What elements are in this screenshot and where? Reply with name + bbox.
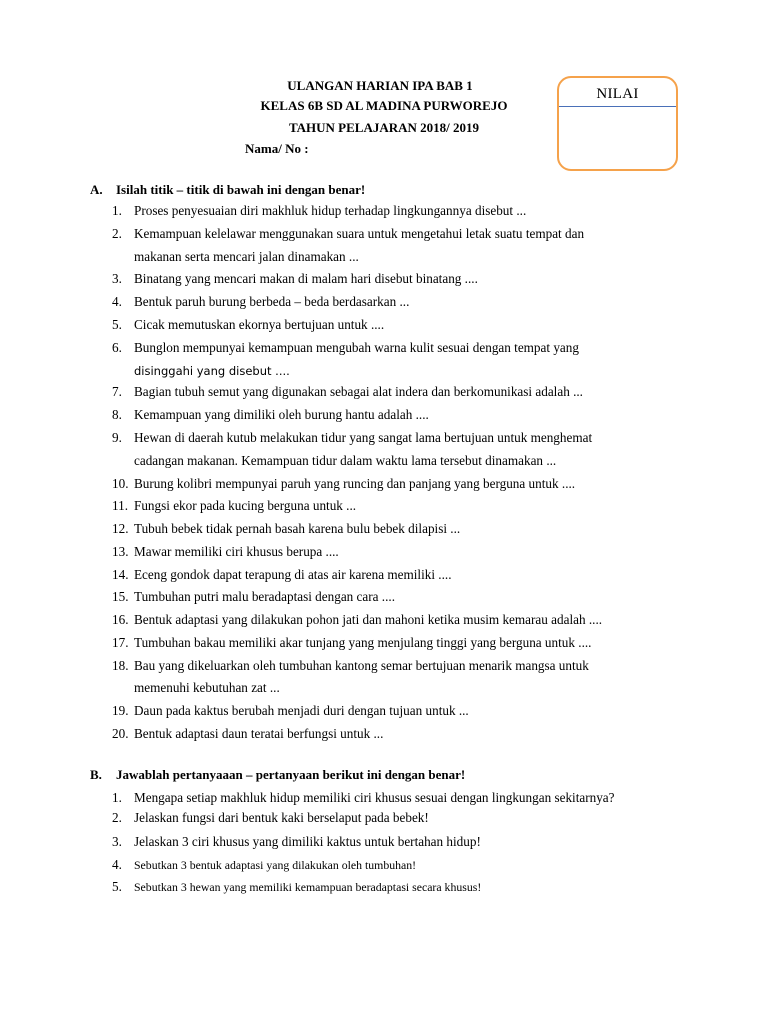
question-a-20 (112, 726, 383, 742)
question-number: 8. (112, 407, 122, 422)
question-a-6-continuation: disinggahi yang disebut .... (134, 364, 290, 378)
question-b-4 (112, 857, 416, 873)
question-a-13 (112, 544, 339, 560)
score-label: NILAI (596, 86, 639, 102)
question-a-2-continuation: makanan serta mencari jalan dinamakan ... (134, 249, 359, 264)
question-text: Mengapa setiap makhluk hidup memiliki ciri khusus sesuai dengan lingkungan sekitarnya? (134, 790, 615, 805)
question-text: Sebutkan 3 hewan yang memiliki kemampuan beradaptasi secara khusus! (134, 880, 482, 894)
section-b-heading (90, 767, 465, 783)
score-divider (559, 106, 676, 107)
question-a-14 (112, 567, 452, 583)
question-text: Jelaskan fungsi dari bentuk kaki berselaput pada bebek! (134, 810, 429, 825)
question-number: 12. (112, 521, 129, 536)
question-a-19 (112, 703, 469, 719)
question-number: 11. (112, 498, 128, 513)
question-text: Bagian tubuh semut yang digunakan sebagai alat indera dan berkomunikasi adalah ... (134, 384, 583, 399)
class-title: KELAS 6B SD AL MADINA PURWOREJO (260, 98, 508, 113)
question-text: Bentuk adaptasi daun teratai berfungsi untuk ... (134, 726, 384, 741)
question-text: Bunglon mempunyai kemampuan mengubah warna kulit sesuai dengan tempat yang (134, 340, 579, 355)
question-number: 9. (112, 430, 122, 445)
question-number: 17. (112, 635, 129, 650)
question-number: 4. (112, 294, 122, 309)
question-number: 3. (112, 834, 122, 849)
question-number: 1. (112, 203, 122, 218)
question-number: 20. (112, 726, 129, 741)
section-a-heading (90, 182, 365, 198)
exam-title: ULANGAN HARIAN IPA BAB 1 (287, 78, 473, 93)
question-text: Mawar memiliki ciri khusus berupa .... (134, 544, 339, 559)
question-number: 15. (112, 589, 129, 604)
question-number: 5. (112, 879, 122, 894)
question-a-11 (112, 498, 356, 514)
question-number: 3. (112, 271, 122, 286)
question-a-16 (112, 612, 602, 628)
question-number: 10. (112, 476, 129, 491)
question-number: 7. (112, 384, 122, 399)
section-b-letter: B. (90, 767, 102, 782)
question-a-5 (112, 317, 384, 333)
question-text: Bau yang dikeluarkan oleh tumbuhan kantong semar bertujuan menarik mangsa untuk (134, 658, 589, 673)
question-a-17 (112, 635, 591, 651)
question-text: Hewan di daerah kutub melakukan tidur yang sangat lama bertujuan untuk menghemat (134, 430, 593, 445)
question-b-5 (112, 879, 481, 895)
question-text: Tumbuhan putri malu beradaptasi dengan cara .... (134, 589, 395, 604)
question-number: 2. (112, 226, 122, 241)
question-text: Bentuk adaptasi yang dilakukan pohon jati dan mahoni ketika musim kemarau adalah .... (134, 612, 603, 627)
question-number: 4. (112, 857, 122, 872)
question-a-3 (112, 271, 478, 287)
question-a-2 (112, 226, 584, 242)
question-text: Burung kolibri mempunyai paruh yang runcing dan panjang yang berguna untuk .... (134, 476, 576, 491)
section-a-letter: A. (90, 182, 103, 197)
question-a-12 (112, 521, 460, 537)
question-number: 6. (112, 340, 122, 355)
school-year: TAHUN PELAJARAN 2018/ 2019 (288, 120, 480, 135)
question-text: Kemampuan kelelawar menggunakan suara untuk mengetahui letak suatu tempat dan (134, 226, 585, 241)
question-text: Jelaskan 3 ciri khusus yang dimiliki kaktus untuk bertahan hidup! (134, 834, 481, 849)
question-number: 1. (112, 790, 122, 805)
section-b-title: Jawablah pertanyaaan – pertanyaan berikut ini dengan benar! (116, 767, 466, 782)
question-a-18-continuation: memenuhi kebutuhan zat ... (134, 680, 280, 695)
question-a-4 (112, 294, 409, 310)
question-a-15 (112, 589, 395, 605)
question-text: Tubuh bebek tidak pernah basah karena bulu bebek dilapisi ... (134, 521, 461, 536)
question-a-9-continuation: cadangan makanan. Kemampuan tidur dalam waktu lama tersebut dinamakan ... (134, 453, 557, 468)
question-b-1 (112, 790, 615, 806)
question-number: 13. (112, 544, 129, 559)
question-b-2 (112, 810, 429, 826)
question-a-9 (112, 430, 592, 446)
question-text: Fungsi ekor pada kucing berguna untuk ... (134, 498, 357, 513)
question-text: Daun pada kaktus berubah menjadi duri dengan tujuan untuk ... (134, 703, 469, 718)
question-text: Tumbuhan bakau memiliki akar tunjang yang menjulang tinggi yang berguna untuk .... (134, 635, 592, 650)
question-number: 14. (112, 567, 129, 582)
question-text: Eceng gondok dapat terapung di atas air karena memiliki .... (134, 567, 452, 582)
question-text: Sebutkan 3 bentuk adaptasi yang dilakukan oleh tumbuhan! (134, 858, 417, 872)
question-a-10 (112, 476, 575, 492)
question-number: 5. (112, 317, 122, 332)
question-text: Binatang yang mencari makan di malam hari disebut binatang .... (134, 271, 478, 286)
question-text: Cicak memutuskan ekornya bertujuan untuk .... (134, 317, 385, 332)
question-number: 2. (112, 810, 122, 825)
question-number: 16. (112, 612, 129, 627)
question-a-1 (112, 203, 526, 219)
name-number-label: Nama/ No : (245, 141, 309, 156)
question-b-3 (112, 834, 481, 850)
question-text: Kemampuan yang dimiliki oleh burung hantu adalah .... (134, 407, 429, 422)
question-text: Proses penyesuaian diri makhluk hidup terhadap lingkungannya disebut ... (134, 203, 527, 218)
question-number: 18. (112, 658, 129, 673)
question-a-7 (112, 384, 583, 400)
question-a-18 (112, 658, 589, 674)
question-text: Bentuk paruh burung berbeda – beda berdasarkan ... (134, 294, 410, 309)
score-box (557, 76, 678, 171)
question-a-8 (112, 407, 429, 423)
question-number: 19. (112, 703, 129, 718)
question-a-6 (112, 340, 579, 356)
section-a-title: Isilah titik – titik di bawah ini dengan benar! (116, 182, 366, 197)
